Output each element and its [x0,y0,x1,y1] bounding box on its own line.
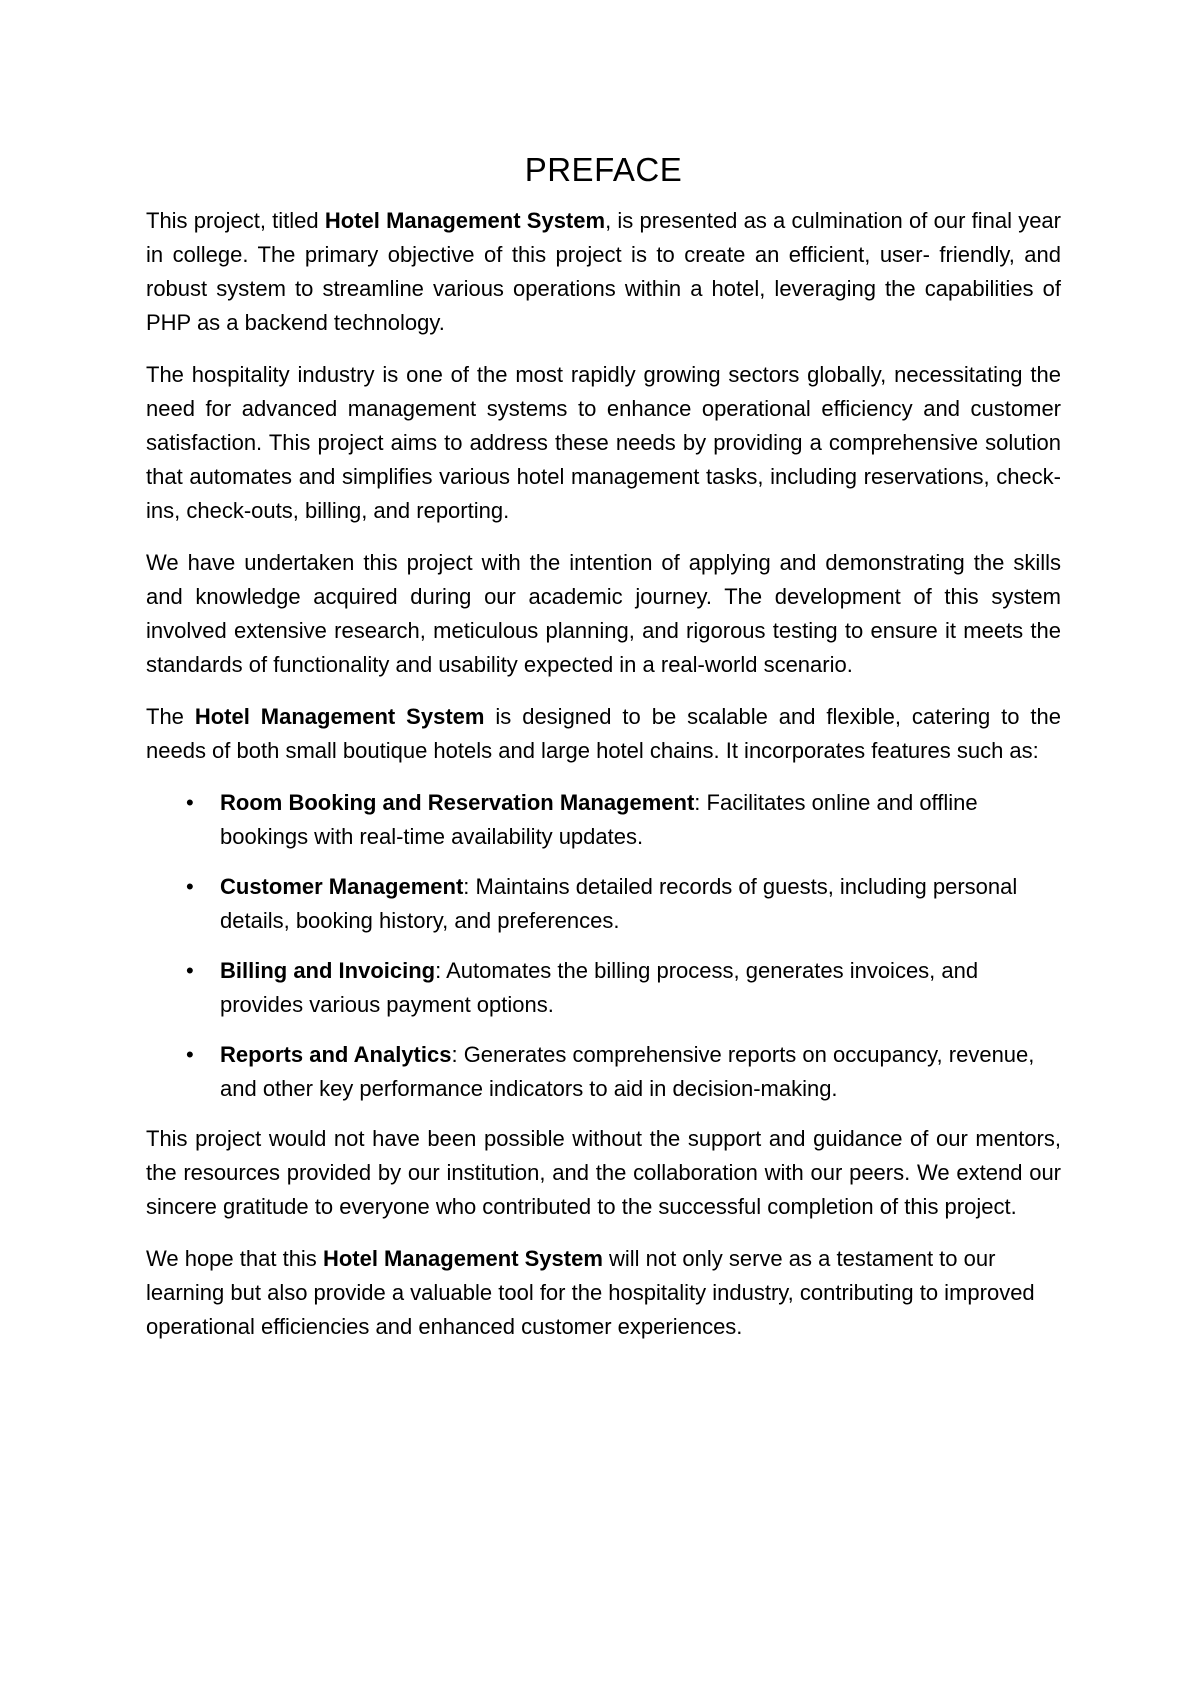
list-item-text [220,1038,1061,1106]
project-name-bold: Hotel Management System [322,1246,603,1271]
feature-description: : Automates the billing process, generates invoices, and provides various payment options. [220,958,979,1017]
paragraph-closing [146,1242,1061,1344]
feature-description: : Facilitates online and offline bookings with real-time availability updates. [220,790,978,849]
project-name-bold: Hotel Management System [324,208,606,233]
bullet-icon: • [186,874,194,899]
list-item-text [220,786,1061,854]
bullet-icon: • [186,958,194,983]
project-name-bold: Hotel Management System [194,704,485,729]
paragraph-acknowledgement: This project would not have been possible without the support and guidance of our mentors, the resources provided by our institution, and the collaboration with our peers. We extend our sincere gratitude to everyone who contributed to the successful completion of this project. [146,1126,1061,1219]
paragraph-text: We hope that this [146,1246,323,1271]
list-item [146,786,1061,854]
feature-term: Reports and Analytics [220,1042,452,1067]
list-item [146,1038,1061,1106]
paragraph-text: is designed to be scalable and flexible, catering to the needs of both small boutique hotels and large hotel chains. It incorporates features such as: [146,704,1061,763]
list-item [146,954,1061,1022]
paragraph-text: will not only serve as a testament to our learning but also provide a valuable tool for the hospitality industry, contributing to improved operational efficiencies and enhanced customer experiences. [146,1246,1035,1339]
feature-term: Room Booking and Reservation Management [220,790,695,815]
features-list [146,786,1061,1106]
feature-term: Billing and Invoicing [220,958,436,983]
list-item-text [220,954,1061,1022]
document-body [146,150,1061,1362]
feature-description: : Generates comprehensive reports on occupancy, revenue, and other key performance indicators to aid in decision-making. [220,1042,1035,1101]
list-item-text [220,870,1061,938]
feature-term: Customer Management [220,874,464,899]
bullet-icon: • [186,790,194,815]
list-item [146,870,1061,938]
paragraph-industry: The hospitality industry is one of the most rapidly growing sectors globally, necessitating the need for advanced management systems to enhance operational efficiency and customer satisfaction. This project aims to address these needs by providing a comprehensive solution that automates and simplifies various hotel management tasks, including reservations, check-ins, check-outs, billing, and reporting. [146,362,1061,523]
feature-description: : Maintains detailed records of guests, including personal details, booking history, and preferences. [220,874,1018,933]
bullet-icon: • [186,1042,194,1067]
paragraph-text: This project, titled [146,208,325,233]
page-title: PREFACE [524,151,683,188]
paragraph-intention: We have undertaken this project with the intention of applying and demonstrating the skills and knowledge acquired during our academic journey. The development of this system involved extensive research, meticulous planning, and rigorous testing to ensure it meets the standards of functionality and usability expected in a real-world scenario. [146,550,1061,677]
paragraph-text: , is presented as a culmination of our final year in college. The primary objective of this project is to create an efficient, user- friendly, and robust system to streamline various operations within a hotel, leveraging the capabilities of PHP as a backend technology. [146,208,1061,335]
paragraph-text: The [146,704,195,729]
paragraph-design [146,700,1061,768]
paragraph-intro [146,204,1061,340]
